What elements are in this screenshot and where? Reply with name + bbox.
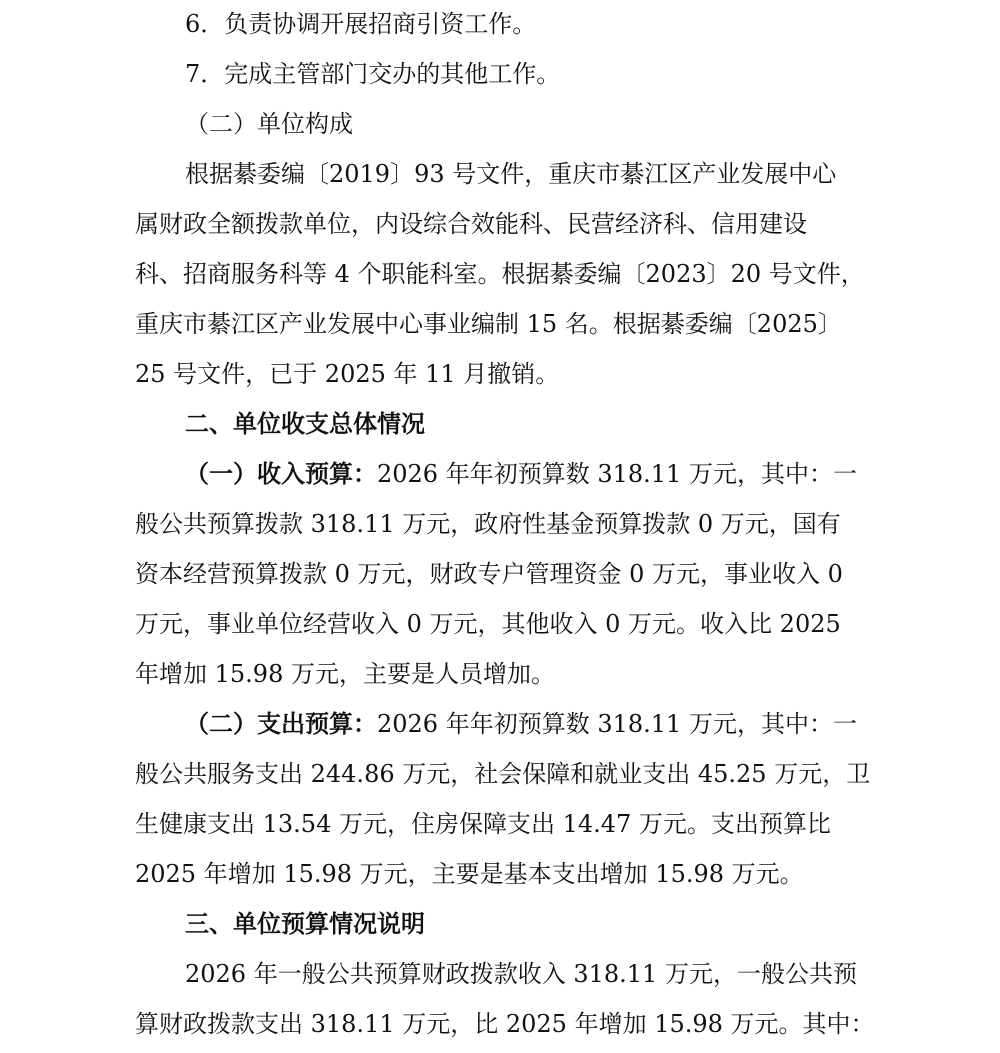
paragraph-line: 算财政拨款支出 318.11 万元，比 2025 年增加 15.98 万元。其中： (135, 1010, 875, 1038)
paragraph-line: 2025 年增加 15.98 万元，主要是基本支出增加 15.98 万元。 (135, 860, 804, 888)
section-heading: 二、单位收支总体情况 (185, 409, 425, 438)
paragraph-line: 属财政全额拨款单位，内设综合效能科、民营经济科、信用建设 (135, 210, 807, 238)
income-label: （一）收入预算： (185, 459, 377, 488)
paragraph-line: 万元，事业单位经营收入 0 万元，其他收入 0 万元。收入比 2025 (135, 610, 841, 638)
paragraph-line: 重庆市綦江区产业发展中心事业编制 15 名。根据綦委编〔2025〕 (135, 310, 842, 338)
income-text: 2026 年年初预算数 318.11 万元，其中：一 (377, 460, 857, 488)
paragraph-line: 般公共预算拨款 318.11 万元，政府性基金预算拨款 0 万元，国有 (135, 510, 841, 538)
expenditure-label: （二）支出预算： (185, 709, 377, 738)
paragraph-line (185, 459, 857, 489)
list-item: 6．负责协调开展招商引资工作。 (185, 10, 537, 38)
expenditure-text: 2026 年年初预算数 318.11 万元，其中：一 (377, 710, 857, 738)
paragraph-line: 25 号文件，已于 2025 年 11 月撤销。 (135, 360, 560, 388)
paragraph-line: 年增加 15.98 万元，主要是人员增加。 (135, 660, 555, 688)
section-heading: 三、单位预算情况说明 (185, 909, 425, 938)
paragraph-line (185, 709, 857, 739)
paragraph-line: 2026 年一般公共预算财政拨款收入 318.11 万元，一般公共预 (185, 960, 857, 988)
paragraph-line: 资本经营预算拨款 0 万元，财政专户管理资金 0 万元，事业收入 0 (135, 560, 843, 588)
paragraph-line: 科、招商服务科等 4 个职能科室。根据綦委编〔2023〕20 号文件， (135, 260, 865, 288)
paragraph-line: 般公共服务支出 244.86 万元，社会保障和就业支出 45.25 万元，卫 (135, 760, 871, 788)
list-item: 7．完成主管部门交办的其他工作。 (185, 60, 561, 88)
section-heading: （二）单位构成 (185, 110, 353, 138)
paragraph-line: 生健康支出 13.54 万元，住房保障支出 14.47 万元。支出预算比 (135, 810, 831, 838)
paragraph-line: 根据綦委编〔2019〕93 号文件，重庆市綦江区产业发展中心 (185, 160, 837, 188)
